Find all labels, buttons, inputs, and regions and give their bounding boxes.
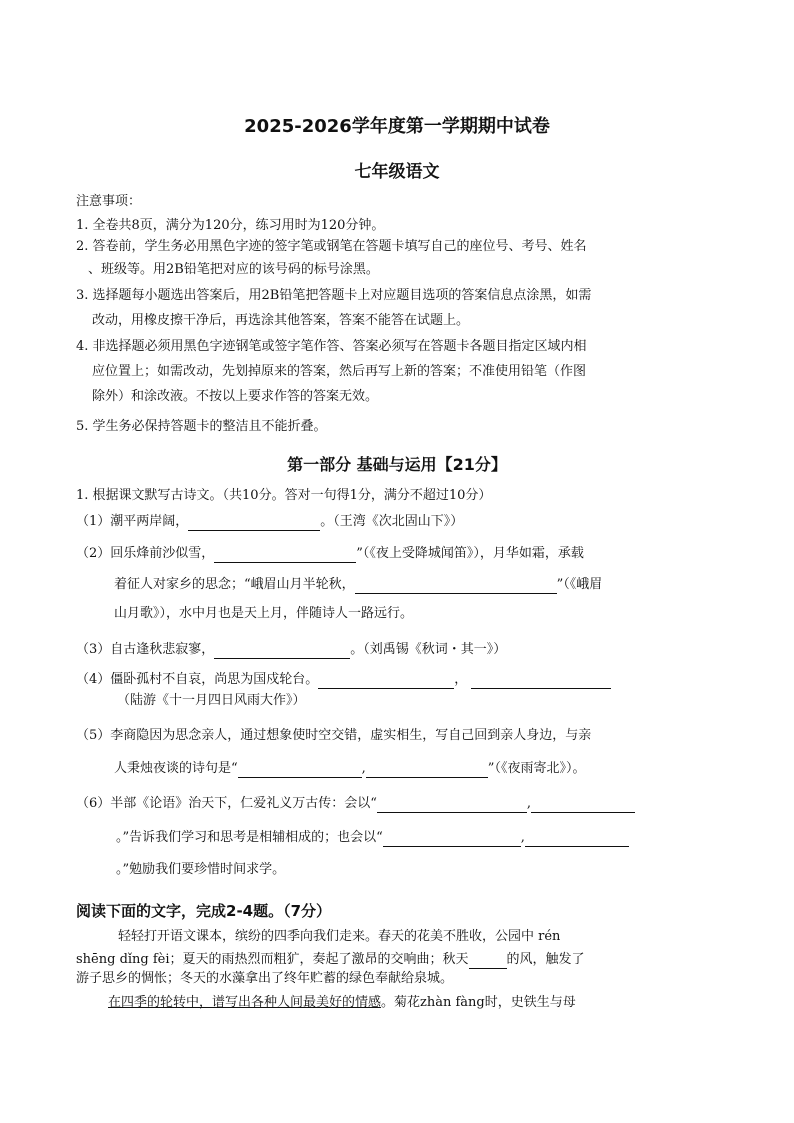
sub-question-6-line1 — [76, 795, 635, 813]
answer-blank[interactable] — [377, 798, 527, 813]
sub-question-5-text: 人秉烛夜谈的诗句是“ — [114, 761, 238, 776]
sub-question-2-text: （2）回乐烽前沙似雪， — [76, 546, 215, 561]
notice-item-3-line2: 改动，用橡皮擦干净后，再选涂其他答案，答案不能答在试题上。 — [92, 313, 470, 328]
sub-question-3-source: 。（刘禹锡《秋词・其一》） — [350, 642, 507, 657]
sub-question-1-source: 。（王湾《次北固山下》） — [320, 514, 464, 529]
sub-question-4-comma: ， — [454, 672, 468, 687]
sub-question-6-line3: 。”勉励我们要珍惜时间求学。 — [116, 862, 286, 877]
answer-blank[interactable] — [383, 832, 521, 847]
answer-blank[interactable] — [318, 674, 454, 689]
sub-question-6-comma: , — [526, 796, 532, 811]
notice-item-4-line2: 应位置上；如需改动，先划掉原来的答案，然后再写上新的答案；不准使用铅笔（作图 — [92, 364, 587, 379]
reading-paragraph-1-line3: 游子思乡的惆怅；冬天的水藻拿出了终年贮蓄的绿色奉献给泉城。 — [76, 971, 454, 986]
sub-question-1-text: （1）潮平两岸阔， — [76, 514, 189, 529]
reading-pinyin-text: shēng dǐng fèi；夏天的雨热烈而粗犷，奏起了激昂的交响曲；秋天 — [76, 952, 469, 967]
reading-paragraph-2-line1 — [108, 994, 576, 1012]
reading-heading: 阅读下面的文字，完成2-4题。（7分） — [76, 902, 332, 920]
sub-question-6-line2 — [116, 829, 629, 847]
sub-question-6-text-2: 。”告诉我们学习和思考是相辅相成的；也会以“ — [116, 830, 383, 845]
answer-blank[interactable] — [469, 954, 507, 969]
sub-question-4-source: （陆游《十一月四日风雨大作》） — [117, 693, 306, 708]
sub-question-5-comma: , — [361, 761, 366, 776]
answer-blank[interactable] — [238, 763, 362, 778]
answer-blank[interactable] — [214, 548, 356, 563]
exam-subtitle: 七年级语文 — [354, 162, 440, 182]
sub-question-2-text-2: 着征人对家乡的思念；“峨眉山月半轮秋， — [114, 577, 355, 592]
sub-question-1 — [76, 513, 463, 531]
answer-blank[interactable] — [366, 763, 488, 778]
reading-paragraph-1-line2 — [76, 951, 585, 969]
notice-item-2-line1: 2. 答卷前，学生务必用黑色字迹的签字笔或钢笔在答题卡填写自己的座位号、考号、姓名 — [76, 239, 587, 254]
reading-text-continue: 的风，触发了 — [506, 952, 585, 967]
notice-item-3-line1: 3. 选择题每小题选出答案后，用2B铅笔把答题卡上对应题目选项的答案信息点涂黑，如需 — [76, 288, 592, 303]
answer-blank[interactable] — [188, 516, 320, 531]
sub-question-3 — [76, 641, 506, 659]
sub-question-4-text: （4）僵卧孤村不自哀，尚思为国戍轮台。 — [76, 672, 319, 687]
exam-title: 2025-2026学年度第一学期期中试卷 — [244, 116, 550, 137]
sub-question-6-text: （6）半部《论语》治天下，仁爱礼义万古传：会以“ — [76, 796, 377, 811]
notice-item-2-line2: 、班级等。用2B铅笔把对应的该号码的标号涂黑。 — [88, 262, 379, 277]
answer-blank[interactable] — [471, 674, 611, 689]
sub-question-2-line1 — [76, 545, 584, 563]
sub-question-5-line1: （5）李商隐因为思念亲人，通过想象使时空交错，虚实相生，写自己回到亲人身边，与亲 — [76, 728, 592, 743]
sub-question-3-text: （3）自古逢秋悲寂寥， — [76, 642, 215, 657]
sub-question-2-source-2: ”（《峨眉 — [556, 577, 603, 592]
sub-question-5-source: ”（《夜雨寄北》）。 — [487, 761, 586, 776]
underlined-sentence: 在四季的轮转中，谱写出各种人间最美好的情感 — [108, 995, 382, 1010]
question-1-stem: 1. 根据课文默写古诗文。（共10分。答对一句得1分，满分不超过10分） — [76, 488, 492, 503]
notice-heading: 注意事项： — [76, 194, 142, 209]
notice-item-4-line3: 除外）和涂改液。不按以上要求作答的答案无效。 — [92, 389, 379, 404]
reading-paragraph-1-line1: 轻轻打开语文课本，缤纷的四季向我们走来。春天的花美不胜收，公园中 rén — [118, 929, 561, 944]
sub-question-4-line1 — [76, 671, 611, 689]
sub-question-6-comma-2: , — [520, 830, 525, 845]
sub-question-2-source: ”（《夜上受降城闻笛》），月华如霜，承载 — [356, 546, 584, 561]
reading-text-rest: 。菊花zhàn fàng时，史铁生与母 — [381, 995, 576, 1010]
answer-blank[interactable] — [531, 798, 635, 813]
notice-item-4-line1: 4. 非选择题必须用黑色字迹钢笔或签字笔作答、答案必须写在答题卡各题目指定区域内相 — [76, 339, 587, 354]
sub-question-5-line2 — [114, 760, 585, 778]
part1-heading: 第一部分 基础与运用【21分】 — [287, 455, 507, 474]
notice-item-5: 5. 学生务必保持答题卡的整洁且不能折叠。 — [76, 419, 327, 434]
sub-question-2-line3: 山月歌》），水中月也是天上月，伴随诗人一路远行。 — [114, 606, 414, 621]
answer-blank[interactable] — [525, 832, 629, 847]
notice-item-1: 1. 全卷共8页，满分为120分，练习用时为120分钟。 — [76, 218, 385, 233]
sub-question-2-line2 — [114, 576, 602, 594]
answer-blank[interactable] — [214, 644, 350, 659]
answer-blank[interactable] — [355, 579, 557, 594]
